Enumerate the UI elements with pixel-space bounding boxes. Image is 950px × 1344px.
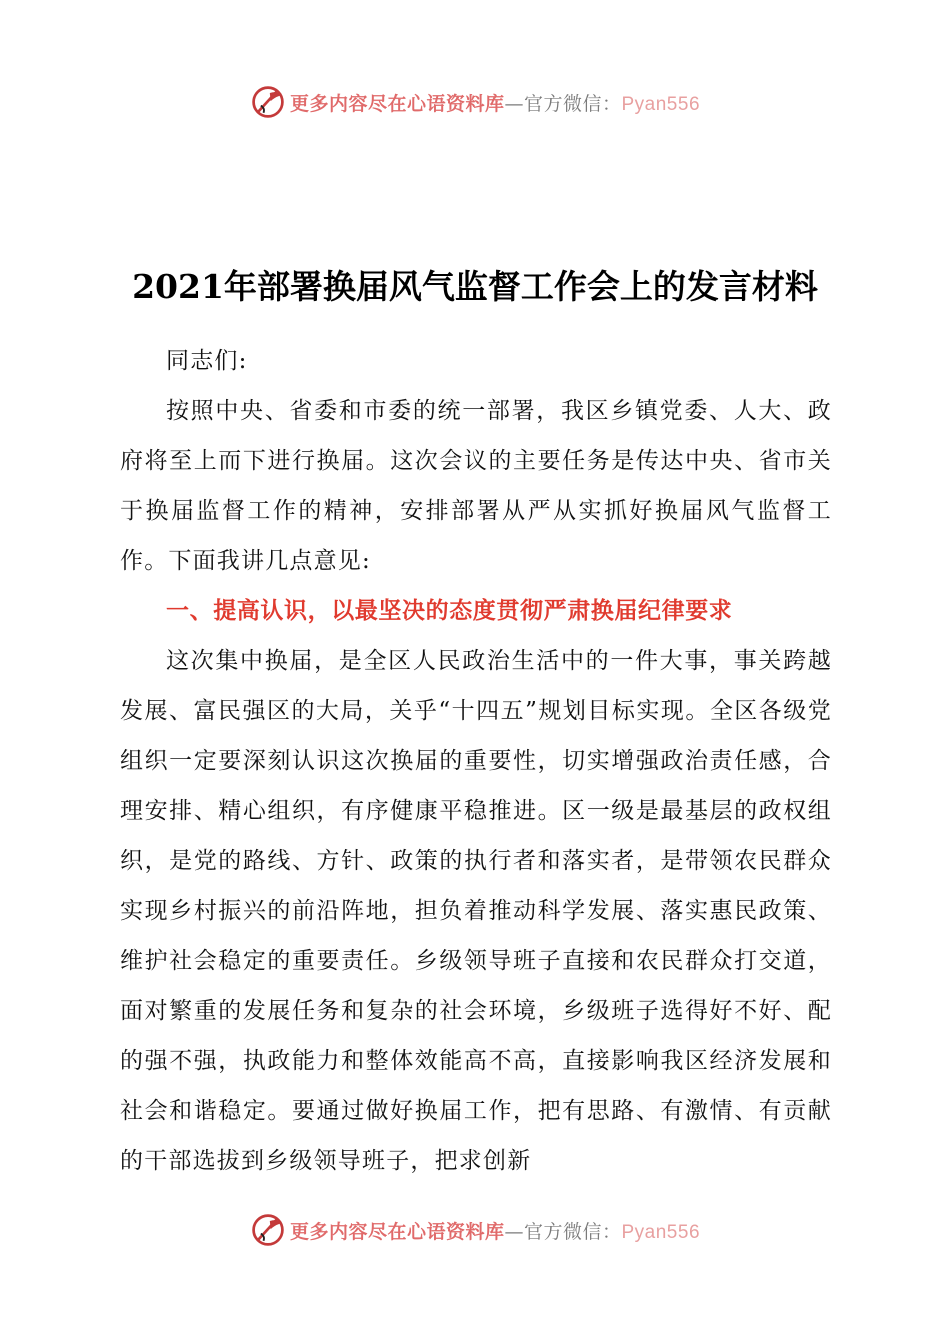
watermark-wechat-id: Pyan556 xyxy=(621,1221,701,1243)
watermark-wechat-id: Pyan556 xyxy=(621,93,701,115)
watermark-wechat-label: —官方微信： xyxy=(504,1220,622,1243)
header-watermark xyxy=(0,80,950,124)
quill-logo-icon xyxy=(250,1212,286,1248)
section-heading: 一、提高认识，以最坚决的态度贯彻严肃换届纪律要求 xyxy=(166,598,733,624)
quill-logo-icon xyxy=(250,84,286,120)
salutation: 同志们: xyxy=(166,348,248,374)
footer-watermark xyxy=(0,1208,950,1252)
document-body xyxy=(120,336,832,1186)
watermark-site-name: 更多内容尽在心语资料库 xyxy=(289,1220,505,1243)
intro-paragraph: 按照中央、省委和市委的统一部署，我区乡镇党委、人大、政府将至上而下进行换届。这次会议的主要任务是传达中央、省市关于换届监督工作的精神，安排部署从严从实抓好换届风气监督工作。下面我讲几点意见: xyxy=(120,398,832,574)
watermark-wechat-label: —官方微信： xyxy=(504,92,622,115)
section-paragraph: 这次集中换届，是全区人民政治生活中的一件大事，事关跨越发展、富民强区的大局，关乎“十四五”规划目标实现。全区各级党组织一定要深刻认识这次换届的重要性，切实增强政治责任感，合理安排、精心组织，有序健康平稳推进。区一级是最基层的政权组织，是党的路线、方针、政策的执行者和落实者，是带领农民群众实现乡村振兴的前沿阵地，担负着推动科学发展、落实惠民政策、维护社会稳定的重要责任。乡级领导班子直接和农民群众打交道，面对繁重的发展任务和复杂的社会环境，乡级班子选得好不好、配的强不强，执政能力和整体效能高不高，直接影响我区经济发展和社会和谐稳定。要通过做好换届工作，把有思路、有激情、有贡献的干部选拔到乡级领导班子，把求创新 xyxy=(120,648,832,1174)
document-title: 2021年部署换届风气监督工作会上的发言材料 xyxy=(132,267,818,306)
watermark-site-name: 更多内容尽在心语资料库 xyxy=(289,92,505,115)
